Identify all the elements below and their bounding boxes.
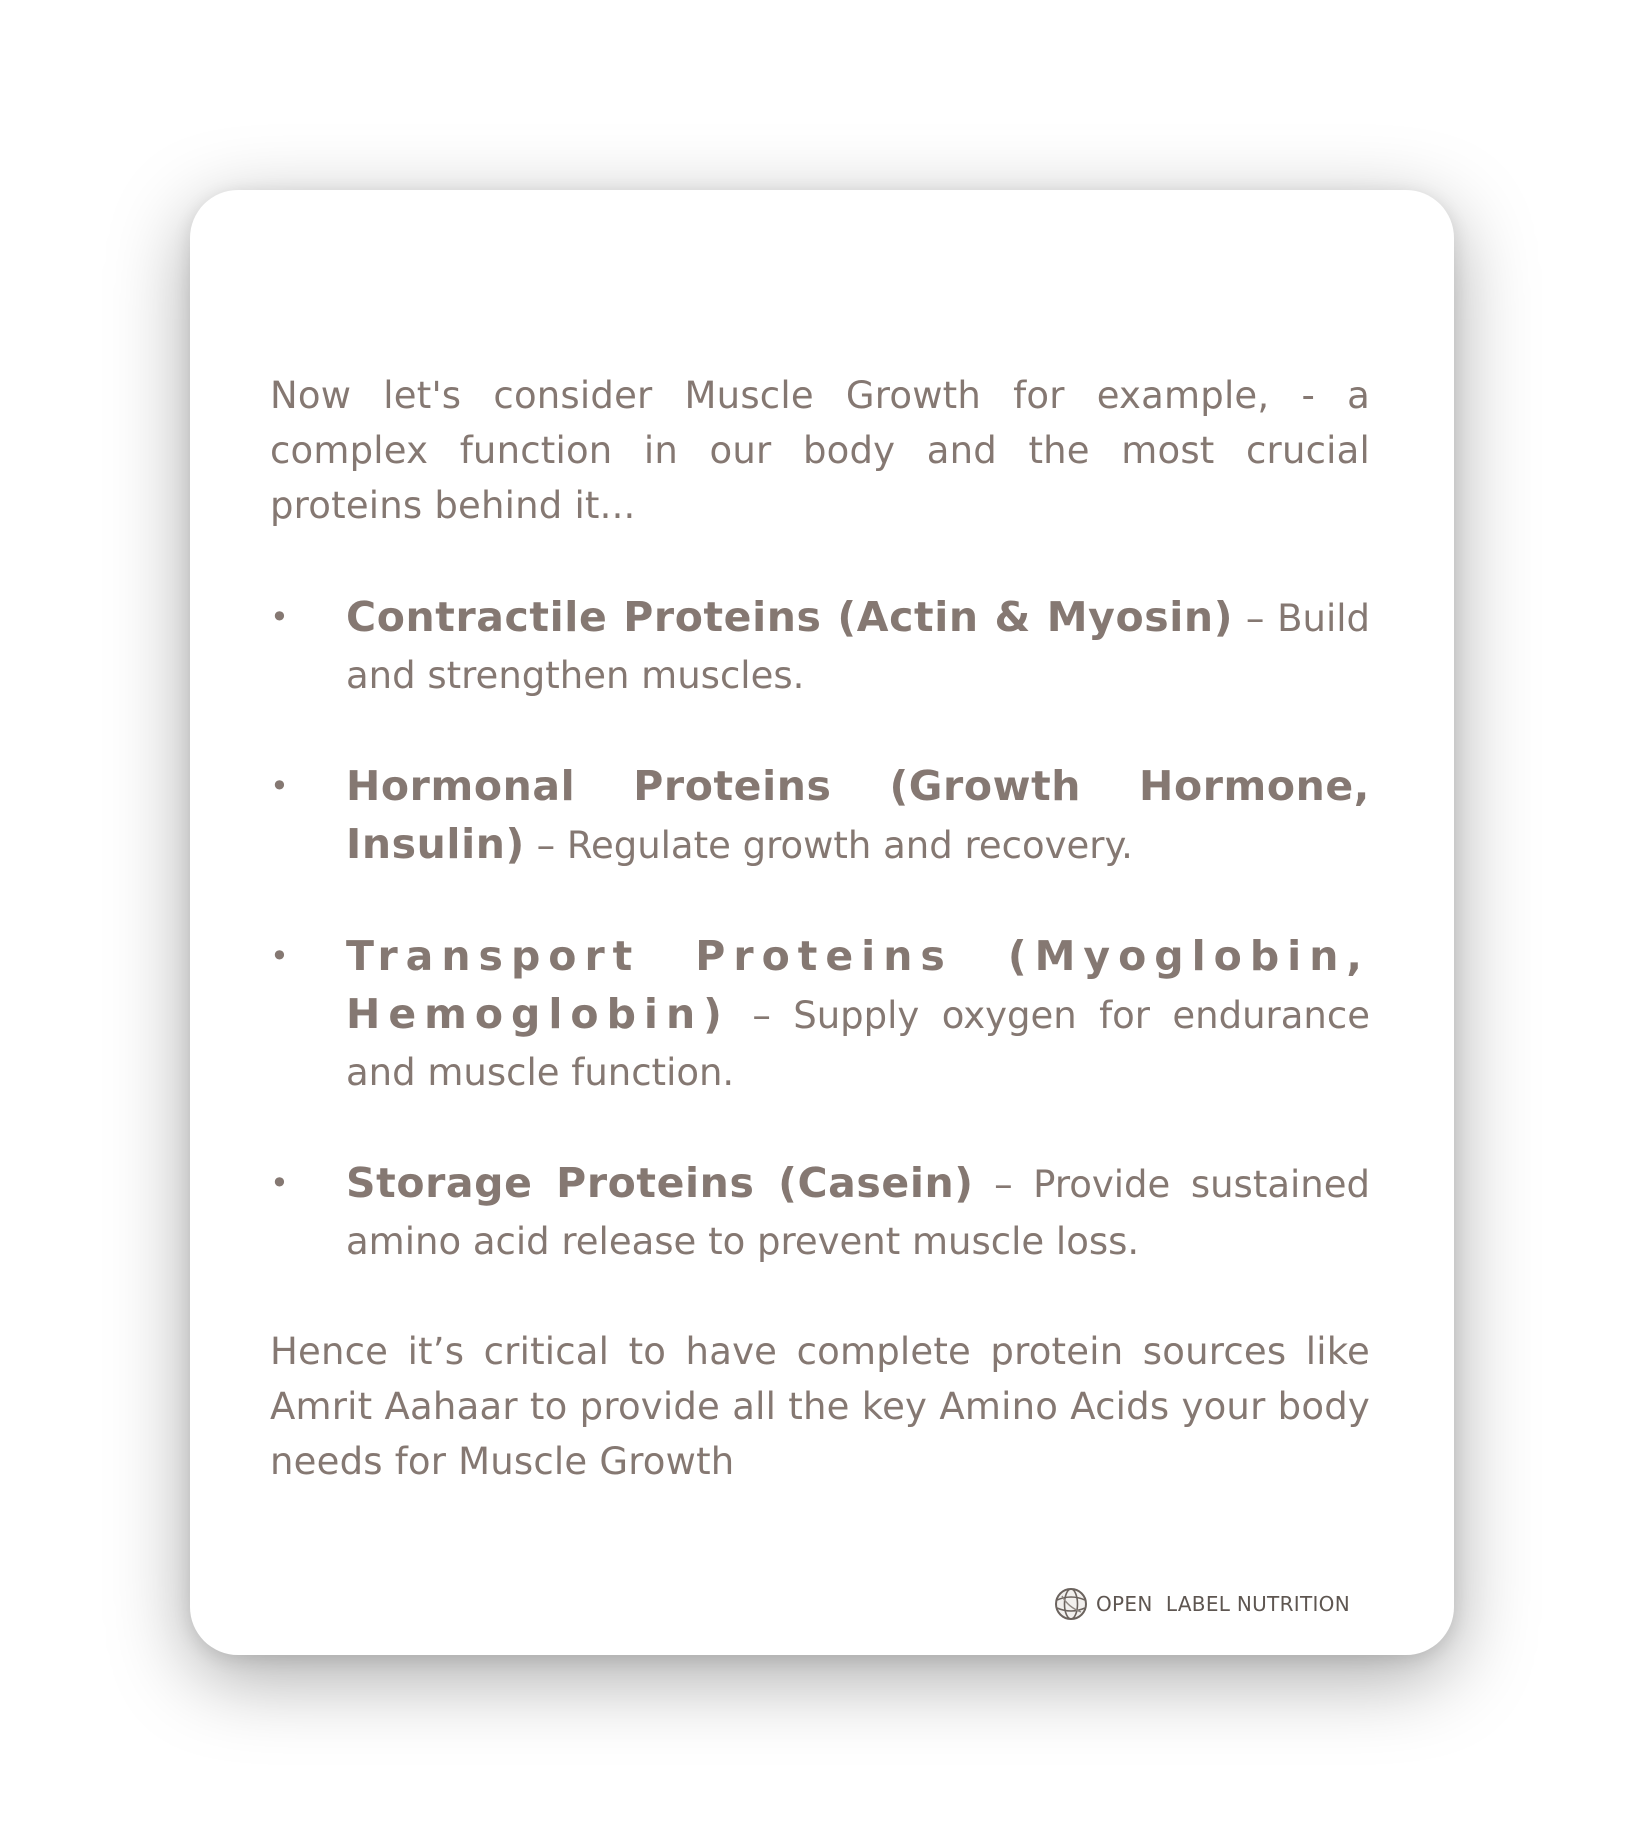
closing-paragraph: Hence it’s critical to have complete protein sources like Amrit Aahaar to provide all the key Amino Acids your body needs for Muscle Growth <box>270 1330 1370 1483</box>
intro-paragraph: Now let's consider Muscle Growth for example, - a complex function in our body and the most crucial proteins behind it... <box>270 374 1370 527</box>
content-body <box>270 368 1370 1489</box>
bullet-term: Storage Proteins (Casein) <box>346 1159 974 1207</box>
list-item-storage <box>270 1155 1370 1270</box>
list-item-contractile <box>270 589 1370 704</box>
protein-list <box>270 589 1370 1270</box>
brand-logo <box>1054 1587 1350 1621</box>
brand-name: OPEN LABEL NUTRITION <box>1096 1592 1350 1616</box>
list-item-hormonal <box>270 758 1370 874</box>
bullet-term: Hormonal Proteins (Growth Hormone, Insulin) <box>346 762 1370 868</box>
content-card <box>190 190 1454 1655</box>
bullet-term: Transport Proteins (Myoglobin, Hemoglobin) <box>346 932 1370 1038</box>
bullet-term: Contractile Proteins (Actin & Myosin) <box>346 593 1234 641</box>
bullet-description: – Build and strengthen muscles. <box>346 597 1371 697</box>
globe-logo-icon <box>1054 1587 1088 1621</box>
bullet-description: – Regulate growth and recovery. <box>524 824 1133 867</box>
bullet-description: – Provide sustained amino acid release to prevent muscle loss. <box>346 1163 1370 1263</box>
bullet-description: – Supply oxygen for endurance and muscle function. <box>346 994 1370 1094</box>
list-item-transport <box>270 928 1370 1101</box>
